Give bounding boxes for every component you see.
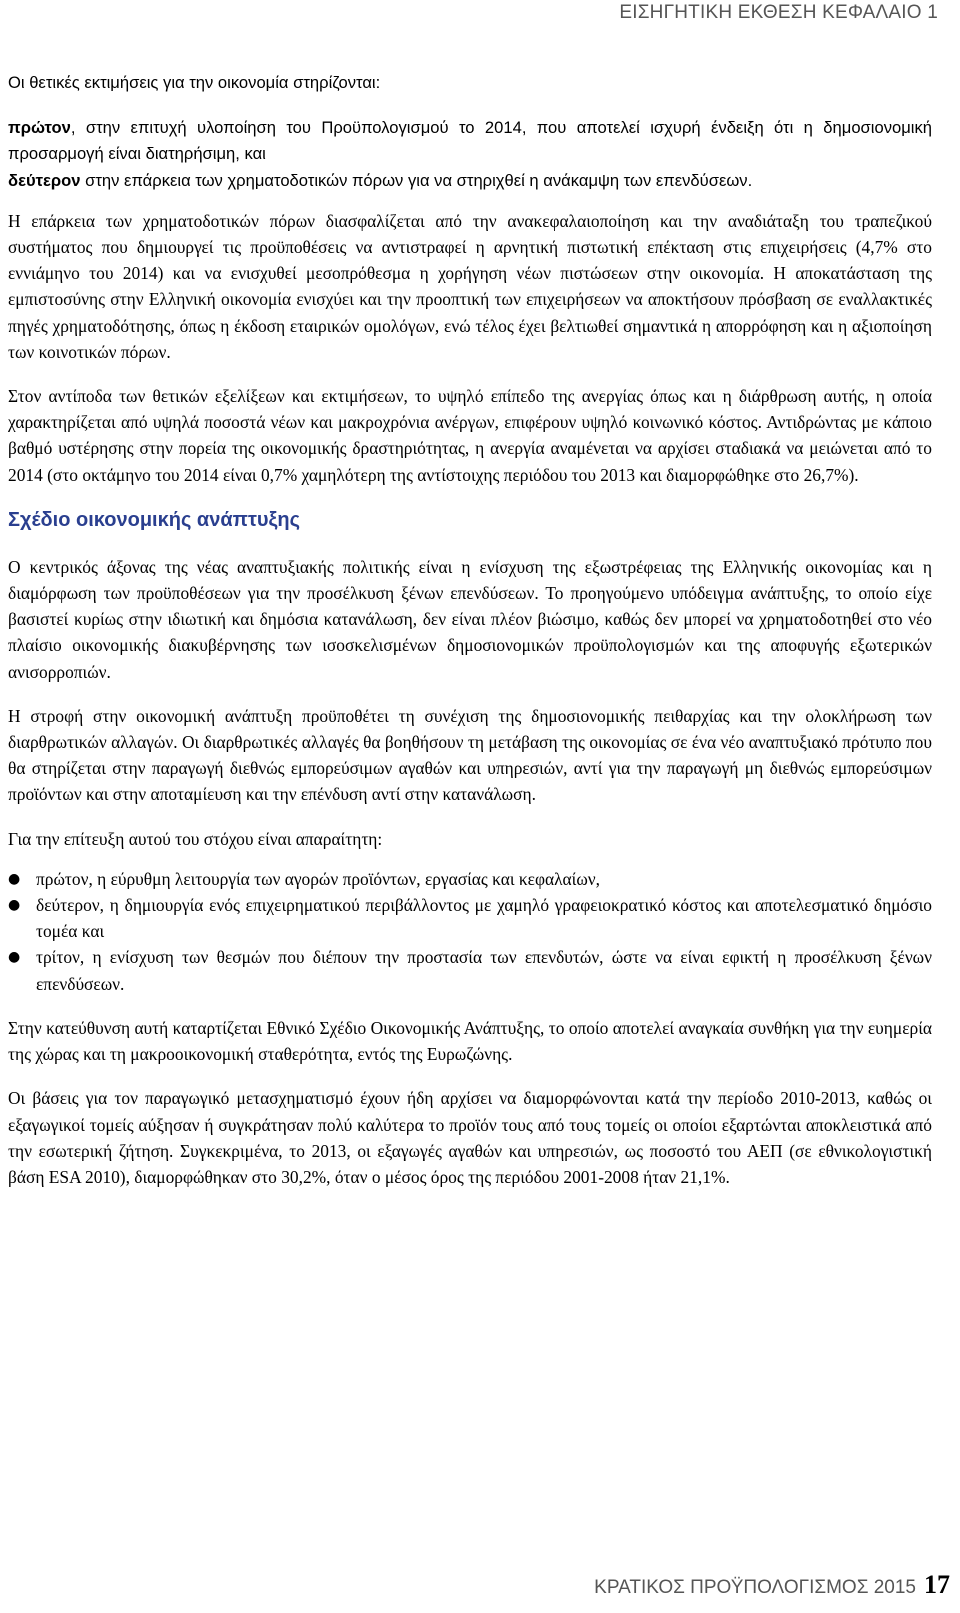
bullet-icon: ● — [8, 949, 21, 966]
list-item — [8, 944, 932, 996]
paragraph-national-plan: Στην κατεύθυνση αυτή καταρτίζεται Εθνικό Σχέδιο Οικονομικής Ανάπτυξης, το οποίο αποτελεί αναγκαία συνθήκη για την ευημερία της χώρας και τη μακροοικονομική σταθερότητα, εντός της Ευρωζώνης. — [8, 1017, 932, 1065]
intro-first-bold: πρώτον — [8, 118, 71, 138]
paragraph-growth-axis: Ο κεντρικός άξονας της νέας αναπτυξιακής πολιτικής είναι η ενίσχυση της εξωστρέφειας της Ελληνικής οικονομίας και η διαμόρφωση των προϋποθέσεων για την προσέλκυση ξένων επενδύσεων. Το προηγούμενο υπόδειγμα ανάπτυξης, το οποίο είχε βασιστεί κυρίως στην ιδιωτική και δημόσια κατανάλωση, δεν είναι πλέον βιώσιμο, καθώς δεν μπορεί να χρηματοδοτηθεί στο νέο πλαίσιο οικονομικής διακυβέρνησης των ισοσκελισμένων δημοσιονομικών προϋπολογισμών και της αποφυγής εξωτερικών ανισορροπιών. — [8, 556, 932, 682]
page-body — [8, 70, 932, 1190]
intro-second-point — [8, 168, 932, 194]
paragraph-growth-shift: Η στροφή στην οικονομική ανάπτυξη προϋποθέτει τη συνέχιση της δημοσιονομικής πειθαρχίας και την ολοκλήρωση των διαρθρωτικών αλλαγών. Οι διαρθρωτικές αλλαγές θα βοηθήσουν τη μετάβαση της οικονομίας σε ένα νέο αναπτυξιακό πρότυπο που θα στηρίζεται στην παραγωγή διεθνώς εμπορεύσιμων αγαθών και υπηρεσιών, αντί για την παραγωγή μη διεθνώς εμπορεύσιμων προϊόντων και στην αποταμίευση και την επένδυση αντί στην κατανάλωση. — [8, 705, 932, 805]
list-item — [8, 892, 932, 944]
page-number: 17 — [924, 1570, 950, 1599]
bullet-icon: ● — [8, 897, 21, 914]
paragraph-exports: Οι βάσεις για τον παραγωγικό μετασχηματισμό έχουν ήδη αρχίσει να διαμορφώνονται κατά την περίοδο 2010-2013, καθώς οι εξαγωγικοί τομείς αύξησαν ή συγκράτησαν πολύ καλύτερα το προϊόν τους από τους τομείς οι οποίοι εξαρτώνται αποκλειστικά από την εσωτερική ζήτηση. Συγκεκριμένα, το 2013, οι εξαγωγές αγαθών και υπηρεσιών, ως ποσοστό του ΑΕΠ (σε εθνικολογιστική βάση ESA 2010), διαμορφώθηκαν στο 30,2%, όταν ο μέσος όρος της περιόδου 2001-2008 ήταν 21,1%. — [8, 1088, 932, 1187]
list-item-text: δεύτερον, η δημιουργία ενός επιχειρηματικού περιβάλλοντος με χαμηλό γραφειοκρατικό κόστος και αποτελεσματικό δημόσιο τομέα και — [36, 895, 932, 942]
requirements-list — [8, 866, 932, 997]
paragraph-requirements-lead: Για την επίτευξη αυτού του στόχου είναι απαραίτητη: — [8, 828, 383, 849]
intro-second-rest: στην επάρκεια των χρηματοδοτικών πόρων για να στηριχθεί η ανάκαμψη των επενδύσεων. — [80, 170, 753, 190]
section-heading: Σχέδιο οικονομικής ανάπτυξης — [8, 508, 301, 531]
list-item-text: τρίτον, η ενίσχυση των θεσμών που διέπουν την προστασία των επενδυτών, ώστε να είναι εφικτή η προσέλκυση ξένων επενδύσεων. — [36, 947, 932, 994]
intro-first-rest: , στην επιτυχή υλοποίηση του Προϋπολογισμού το 2014, που αποτελεί ισχυρή ένδειξη ότι η δημοσιονομική προσαρμογή είναι διατηρήσιμη, και — [8, 118, 932, 164]
paragraph-unemployment: Στον αντίποδα των θετικών εξελίξεων και εκτιμήσεων, το υψηλό επίπεδο της ανεργίας όπως και η διάρθρωση αυτής, η οποία χαρακτηρίζεται από υψηλά ποσοστά νέων και μακροχρόνια ανέργων, επιφέρουν υψηλό κοινωνικό κόστος. Αντιδρώντας με κάποιο βαθμό υστέρησης στην πορεία της οικονομικής δραστηριότητας, η ανεργία αναμένεται να αρχίσει σταδιακά να μειώνεται από το 2014 (στο οκτάμηνο του 2014 είναι 0,7% χαμηλότερη της αντίστοιχης περιόδου του 2013 και διαμορφώθηκε στο 26,7%). — [8, 386, 932, 485]
list-item-text: πρώτον, η εύρυθμη λειτουργία των αγορών προϊόντων, εργασίας και κεφαλαίων, — [36, 868, 600, 889]
running-header: ΕΙΣΗΓΗΤΙΚΗ ΕΚΘΕΣΗ ΚΕΦΑΛΑΙΟ 1 — [619, 2, 938, 23]
intro-second-bold: δεύτερον — [8, 170, 81, 190]
paragraph-financing: Η επάρκεια των χρηματοδοτικών πόρων διασφαλίζεται από την ανακεφαλαιοποίηση και την αναδιάταξη του τραπεζικού συστήματος που δημιουργεί τις προϋποθέσεις να αντιστραφεί η αρνητική πιστωτική επέκταση στις επιχειρήσεις (4,7% στο εννιάμηνο του 2014) και να ενισχυθεί μεσοπρόθεσμα η χορήγηση νέων πιστώσεων στην οικονομία. Η αποκατάσταση της εμπιστοσύνης στην Ελληνική οικονομία ενισχύει και την προοπτική των επιχειρήσεων να αποκτήσουν πρόσβαση σε εναλλακτικές πηγές χρηματοδότησης, όπως η έκδοση εταιρικών ομολόγων, ενώ τέλος έχει βελτιωθεί σημαντικά η απορρόφηση και η αξιοποίηση των κοινοτικών πόρων. — [8, 210, 932, 362]
intro-lead: Οι θετικές εκτιμήσεις για την οικονομία στηρίζονται: — [8, 73, 381, 92]
list-item — [8, 866, 932, 892]
footer-title: ΚΡΑΤΙΚΟΣ ΠΡΟΫΠΟΛΟΓΙΣΜΟΣ 2015 — [594, 1577, 916, 1598]
intro-first-point — [8, 115, 932, 167]
running-footer — [594, 1570, 950, 1600]
bullet-icon: ● — [8, 870, 21, 887]
